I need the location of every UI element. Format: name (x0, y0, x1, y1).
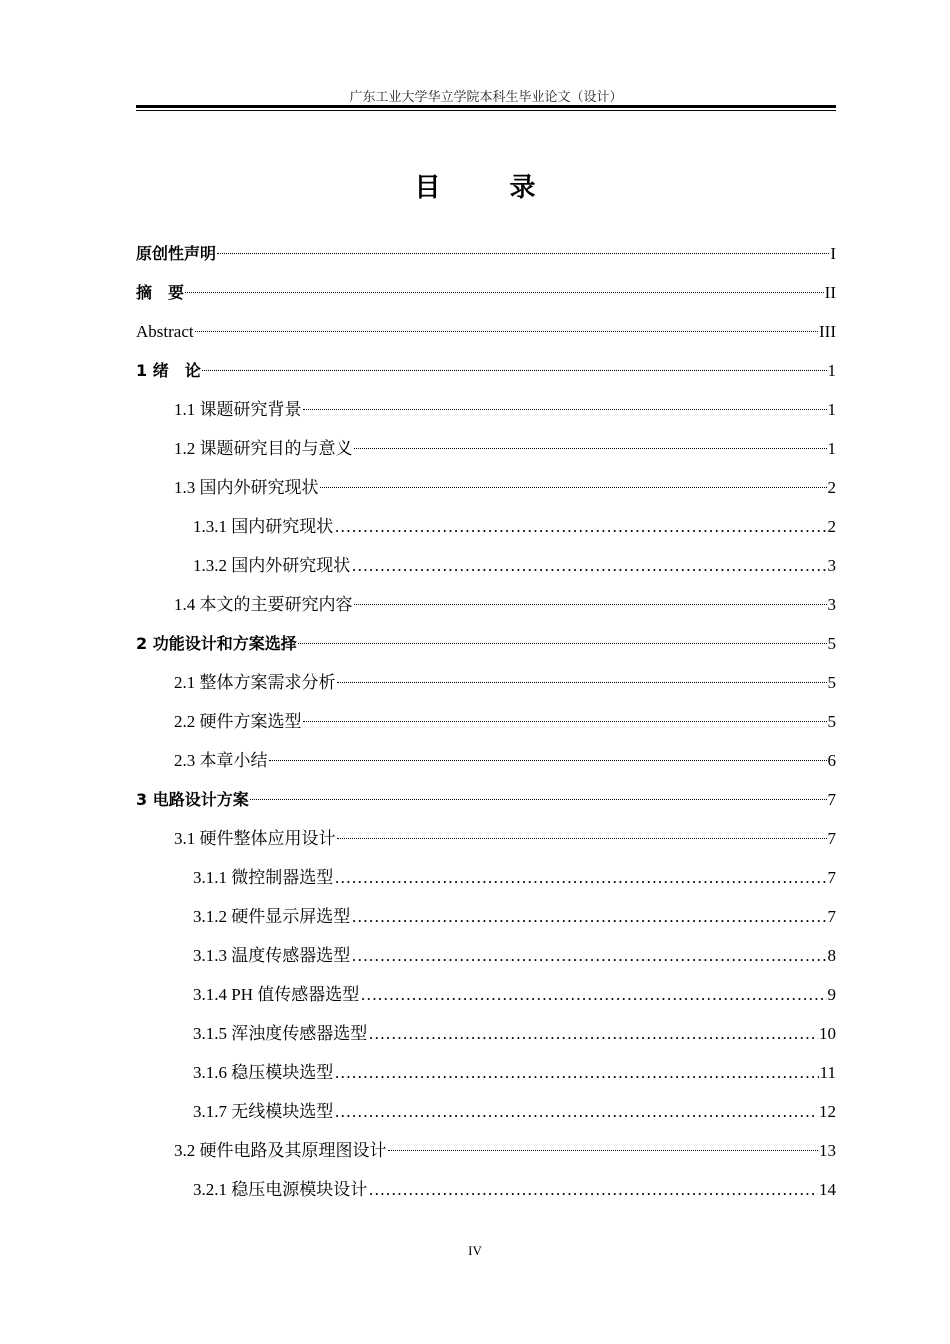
toc-dot-leader (217, 253, 829, 254)
toc-dot-leader (250, 799, 827, 800)
toc-dot-leader (185, 292, 824, 293)
toc-entry-page: 2 (827, 478, 836, 497)
toc-entry[interactable] (136, 1022, 836, 1061)
toc-title: 目 录 (414, 173, 566, 203)
toc-entry[interactable] (136, 1139, 836, 1178)
toc-entry[interactable] (136, 359, 836, 398)
toc-entry-title: 1.2 课题研究目的与意义 (174, 439, 353, 458)
toc-dot-leader (334, 1061, 818, 1085)
toc-entry-title: 3.2.1 稳压电源模块设计 (193, 1180, 368, 1199)
toc-dot-leader (360, 983, 826, 1007)
toc-entry-title: 3 电路设计方案 (136, 790, 249, 809)
toc-entry[interactable] (136, 827, 836, 866)
toc-dot-leader (334, 1100, 818, 1124)
toc-dot-leader (303, 409, 827, 410)
toc-entry[interactable] (136, 593, 836, 632)
toc-entry-title: 3.1.3 温度传感器选型 (193, 946, 351, 965)
toc-entry-title: 2.1 整体方案需求分析 (174, 673, 336, 692)
toc-entry[interactable] (136, 320, 836, 359)
toc-entry[interactable] (136, 476, 836, 515)
toc-entry-page: 1 (827, 439, 836, 458)
toc-entry-page: 11 (819, 1063, 836, 1082)
toc-entry[interactable] (136, 1100, 836, 1139)
toc-entry-page: 3 (827, 595, 836, 614)
toc-entry[interactable] (136, 671, 836, 710)
toc-entry-title: 1.1 课题研究背景 (174, 400, 302, 419)
toc-entry-page: 1 (827, 400, 836, 419)
toc-entry[interactable] (136, 398, 836, 437)
toc-dot-leader (351, 905, 826, 929)
toc-entry-title: 3.1.2 硬件显示屏选型 (193, 907, 351, 926)
toc-entry-title: 3.1.1 微控制器选型 (193, 868, 334, 887)
toc-dot-leader (388, 1150, 819, 1151)
toc-entry-title: 1.3 国内外研究现状 (174, 478, 319, 497)
toc-dot-leader (351, 554, 826, 578)
toc-dot-leader (354, 604, 827, 605)
toc-entry-title: 3.1.4 PH 值传感器选型 (193, 985, 360, 1004)
toc-entry-title: 3.1 硬件整体应用设计 (174, 829, 336, 848)
toc-dot-leader (320, 487, 827, 488)
toc-entry-page: 1 (827, 361, 836, 380)
toc-dot-leader (298, 643, 827, 644)
toc-dot-leader (368, 1022, 818, 1046)
toc-entry[interactable] (136, 1178, 836, 1217)
toc-entry[interactable] (136, 788, 836, 827)
toc-entry-title: 3.2 硬件电路及其原理图设计 (174, 1141, 387, 1160)
toc-dot-leader (303, 721, 827, 722)
toc-entry-title: 2.3 本章小结 (174, 751, 268, 770)
toc-entry-title: 2.2 硬件方案选型 (174, 712, 302, 731)
toc-entry-page: 7 (827, 829, 836, 848)
toc-entry[interactable] (136, 515, 836, 554)
toc-entry-page: I (830, 244, 836, 263)
toc-dot-leader (334, 866, 826, 890)
toc-entry-page: 8 (827, 946, 836, 965)
toc-entry-title: 1 绪 论 (136, 361, 201, 380)
table-of-contents (136, 242, 836, 1217)
header-rule-thin (136, 110, 836, 111)
toc-entry-page: 6 (827, 751, 836, 770)
toc-entry-title: 摘 要 (136, 283, 185, 302)
toc-entry-title: 3.1.7 无线模块选型 (193, 1102, 334, 1121)
toc-entry[interactable] (136, 710, 836, 749)
toc-entry-page: 10 (819, 1024, 836, 1043)
toc-entry-page: 5 (827, 673, 836, 692)
toc-entry[interactable] (136, 242, 836, 281)
toc-entry-title: Abstract (136, 322, 194, 341)
toc-entry-page: III (819, 322, 836, 341)
toc-entry-title: 原创性声明 (136, 244, 217, 263)
toc-entry-title: 3.1.6 稳压模块选型 (193, 1063, 334, 1082)
toc-entry-title: 1.3.2 国内外研究现状 (193, 556, 351, 575)
toc-entry-page: II (824, 283, 836, 302)
toc-entry[interactable] (136, 437, 836, 476)
toc-entry[interactable] (136, 281, 836, 320)
toc-entry-page: 13 (819, 1141, 836, 1160)
toc-dot-leader (337, 682, 827, 683)
toc-entry[interactable] (136, 983, 836, 1022)
toc-dot-leader (351, 944, 826, 968)
page-number: IV (468, 1243, 482, 1258)
toc-entry[interactable] (136, 1061, 836, 1100)
toc-dot-leader (202, 370, 827, 371)
toc-entry-page: 7 (827, 868, 836, 887)
toc-entry-title: 1.3.1 国内研究现状 (193, 517, 334, 536)
toc-entry[interactable] (136, 866, 836, 905)
toc-entry-title: 1.4 本文的主要研究内容 (174, 595, 353, 614)
toc-entry[interactable] (136, 944, 836, 983)
running-header: 广东工业大学华立学院本科生毕业论文（设计） (349, 89, 623, 104)
toc-entry-page: 9 (827, 985, 836, 1004)
toc-entry-page: 5 (827, 712, 836, 731)
toc-entry-page: 14 (819, 1180, 836, 1199)
toc-entry-title: 2 功能设计和方案选择 (136, 634, 297, 653)
toc-entry[interactable] (136, 749, 836, 788)
toc-entry[interactable] (136, 554, 836, 593)
toc-entry-title: 3.1.5 浑浊度传感器选型 (193, 1024, 368, 1043)
toc-entry[interactable] (136, 632, 836, 671)
header-rule-thick (136, 105, 836, 108)
toc-entry-page: 3 (827, 556, 836, 575)
toc-entry[interactable] (136, 905, 836, 944)
toc-dot-leader (195, 331, 818, 332)
toc-entry-page: 5 (827, 634, 836, 653)
toc-entry-page: 7 (827, 907, 836, 926)
toc-entry-page: 12 (819, 1102, 836, 1121)
toc-dot-leader (269, 760, 827, 761)
toc-dot-leader (368, 1178, 818, 1202)
toc-dot-leader (337, 838, 827, 839)
toc-entry-page: 7 (827, 790, 836, 809)
toc-dot-leader (334, 515, 826, 539)
toc-entry-page: 2 (827, 517, 836, 536)
toc-dot-leader (354, 448, 827, 449)
